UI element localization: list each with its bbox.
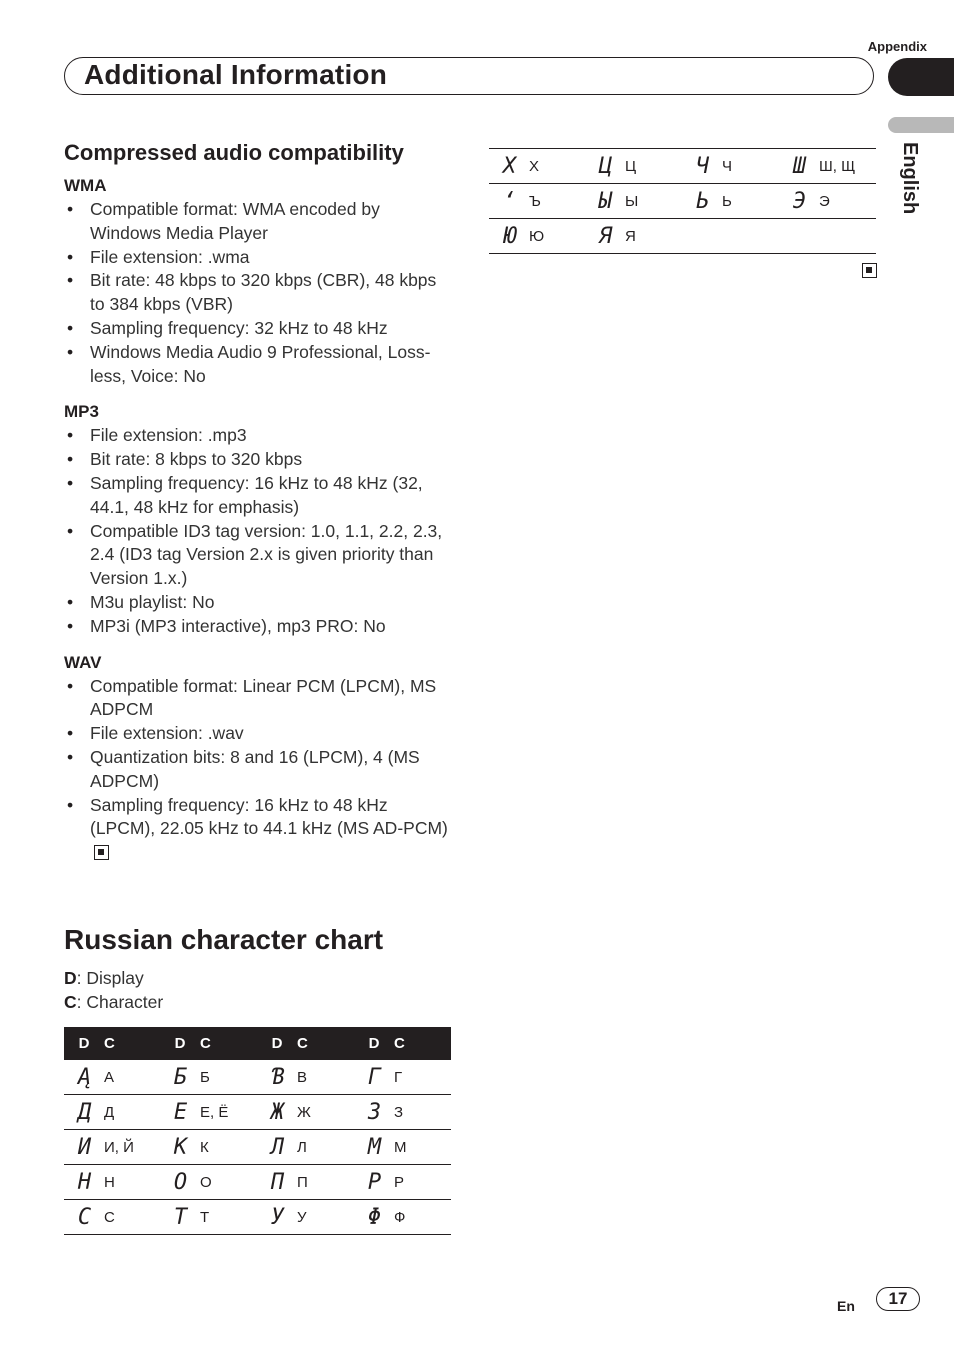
character-cell: М xyxy=(394,1130,451,1165)
character-cell: Ы xyxy=(625,184,682,219)
compat-title: Compressed audio compatibility xyxy=(64,140,404,165)
character-cell: Н xyxy=(104,1165,160,1200)
display-glyph: П xyxy=(257,1165,297,1200)
mp3-list xyxy=(64,424,454,638)
display-glyph: Д xyxy=(64,1095,104,1130)
language-tab xyxy=(888,117,954,133)
section-tab xyxy=(888,58,954,96)
display-glyph: З xyxy=(354,1095,394,1130)
list-item xyxy=(64,794,454,865)
chart-legend xyxy=(64,966,163,1014)
compat-section xyxy=(64,140,454,865)
list-item-text: Sampling frequency: 16 kHz to 48 kHz (LPCM), 22.05 kHz to 44.1 kHz (MS AD-PCM) xyxy=(90,794,448,839)
display-glyph: Ь xyxy=(682,184,722,219)
character-cell: О xyxy=(200,1165,257,1200)
list-item: • Compatible format: WMA encoded by Windows Media Player xyxy=(64,198,454,246)
display-glyph: Л xyxy=(257,1130,297,1165)
wma-list xyxy=(64,198,454,388)
character-cell: Л xyxy=(297,1130,354,1165)
col-header-display: D xyxy=(354,1027,394,1060)
display-glyph: Г xyxy=(354,1060,394,1095)
display-glyph: Ж xyxy=(257,1095,297,1130)
display-glyph: Κ xyxy=(160,1130,200,1165)
display-glyph: ʻ xyxy=(489,184,529,219)
display-glyph: Ы xyxy=(585,184,625,219)
display-glyph: И xyxy=(64,1130,104,1165)
character-cell: Д xyxy=(104,1095,160,1130)
character-cell: У xyxy=(297,1200,354,1235)
table-row xyxy=(64,1200,451,1235)
display-glyph: Χ xyxy=(489,149,529,184)
table-row xyxy=(489,184,876,219)
list-item: • File extension: .wma xyxy=(64,246,454,270)
character-cell: Ъ xyxy=(529,184,585,219)
table-row xyxy=(489,149,876,184)
col-header-character: C xyxy=(297,1027,354,1060)
character-cell: В xyxy=(297,1060,354,1095)
russian-char-table-continued xyxy=(489,148,876,254)
character-cell: З xyxy=(394,1095,451,1130)
table-row xyxy=(64,1130,451,1165)
end-mark-icon xyxy=(94,845,109,860)
list-item: • MP3i (MP3 interactive), mp3 PRO: No xyxy=(64,615,454,639)
character-cell: Ш, Щ xyxy=(819,149,876,184)
list-item: • Bit rate: 8 kbps to 320 kbps xyxy=(64,448,454,472)
col-header-display: D xyxy=(257,1027,297,1060)
character-cell: К xyxy=(200,1130,257,1165)
character-cell: Е, Ё xyxy=(200,1095,257,1130)
wma-heading: WMA xyxy=(64,176,107,195)
character-cell xyxy=(819,219,876,254)
col-header-display: D xyxy=(64,1027,104,1060)
footer-language: En xyxy=(837,1298,855,1314)
wav-list xyxy=(64,675,454,865)
display-glyph: У xyxy=(257,1200,297,1235)
display-glyph: Φ xyxy=(354,1200,394,1235)
character-cell: Р xyxy=(394,1165,451,1200)
russian-char-table xyxy=(64,1027,451,1235)
page-number: 17 xyxy=(876,1287,920,1311)
list-item: • Compatible ID3 tag version: 1.0, 1.1, 2.2, 2.3, 2.4 (ID3 tag Version 2.x is given priority than Version 1.x.) xyxy=(64,520,454,591)
character-cell: Я xyxy=(625,219,682,254)
display-glyph: Η xyxy=(64,1165,104,1200)
table-row xyxy=(489,219,876,254)
mp3-heading: MP3 xyxy=(64,402,99,422)
col-header-character: C xyxy=(200,1027,257,1060)
display-glyph: Я xyxy=(585,219,625,254)
character-cell: С xyxy=(104,1200,160,1235)
table-row xyxy=(64,1095,451,1130)
appendix-label: Appendix xyxy=(867,39,927,54)
display-glyph: Ε xyxy=(160,1095,200,1130)
display-glyph: Э xyxy=(779,184,819,219)
display-glyph: Τ xyxy=(160,1200,200,1235)
display-glyph: Ɓ xyxy=(257,1060,297,1095)
display-glyph: Ρ xyxy=(354,1165,394,1200)
col-header-character: C xyxy=(394,1027,451,1060)
col-header-display: D xyxy=(160,1027,200,1060)
list-item: • M3u playlist: No xyxy=(64,591,454,615)
side-language-label: English xyxy=(899,142,921,215)
page-title: Additional Information xyxy=(84,59,388,90)
character-cell: Ю xyxy=(529,219,585,254)
character-cell: Т xyxy=(200,1200,257,1235)
list-item: • File extension: .wav xyxy=(64,722,454,746)
display-glyph: Ц xyxy=(585,149,625,184)
character-cell: Ч xyxy=(722,149,779,184)
character-cell: Б xyxy=(200,1060,257,1095)
display-glyph: С xyxy=(64,1200,104,1235)
character-cell: А xyxy=(104,1060,160,1095)
display-glyph: Ш xyxy=(779,149,819,184)
character-cell: Х xyxy=(529,149,585,184)
list-item: • Sampling frequency: 32 kHz to 48 kHz xyxy=(64,317,454,341)
display-glyph: О xyxy=(160,1165,200,1200)
display-glyph xyxy=(682,219,722,254)
list-item: • Bit rate: 48 kbps to 320 kbps (CBR), 48 kbps to 384 kbps (VBR) xyxy=(64,269,454,317)
list-item: • Compatible format: Linear PCM (LPCM), MS ADPCM xyxy=(64,675,454,723)
col-header-character: C xyxy=(104,1027,160,1060)
list-item: • Windows Media Audio 9 Professional, Loss-less, Voice: No xyxy=(64,341,454,389)
wav-heading: WAV xyxy=(64,652,102,672)
list-item: • File extension: .mp3 xyxy=(64,424,454,448)
character-cell: П xyxy=(297,1165,354,1200)
end-mark-icon xyxy=(862,263,877,278)
russian-chart-title: Russian character chart xyxy=(64,924,384,955)
legend-display: D: Display xyxy=(64,968,144,988)
legend-character: C: Character xyxy=(64,992,164,1012)
list-item: • Sampling frequency: 16 kHz to 48 kHz (32, 44.1, 48 kHz for emphasis) xyxy=(64,472,454,520)
character-cell: И, Й xyxy=(104,1130,160,1165)
character-cell: Ь xyxy=(722,184,779,219)
character-cell: Ц xyxy=(625,149,682,184)
list-item: • Quantization bits: 8 and 16 (LPCM), 4 (MS ADPCM) xyxy=(64,746,454,794)
table-row xyxy=(64,1060,451,1095)
character-cell: Ф xyxy=(394,1200,451,1235)
table-row xyxy=(64,1165,451,1200)
table-header-row xyxy=(64,1027,451,1060)
character-cell: Г xyxy=(394,1060,451,1095)
display-glyph xyxy=(779,219,819,254)
display-glyph: Ą xyxy=(64,1060,104,1095)
display-glyph: Ч xyxy=(682,149,722,184)
display-glyph: Б xyxy=(160,1060,200,1095)
character-cell: Ж xyxy=(297,1095,354,1130)
character-cell: Э xyxy=(819,184,876,219)
character-cell xyxy=(722,219,779,254)
display-glyph: М xyxy=(354,1130,394,1165)
display-glyph: Ю xyxy=(489,219,529,254)
